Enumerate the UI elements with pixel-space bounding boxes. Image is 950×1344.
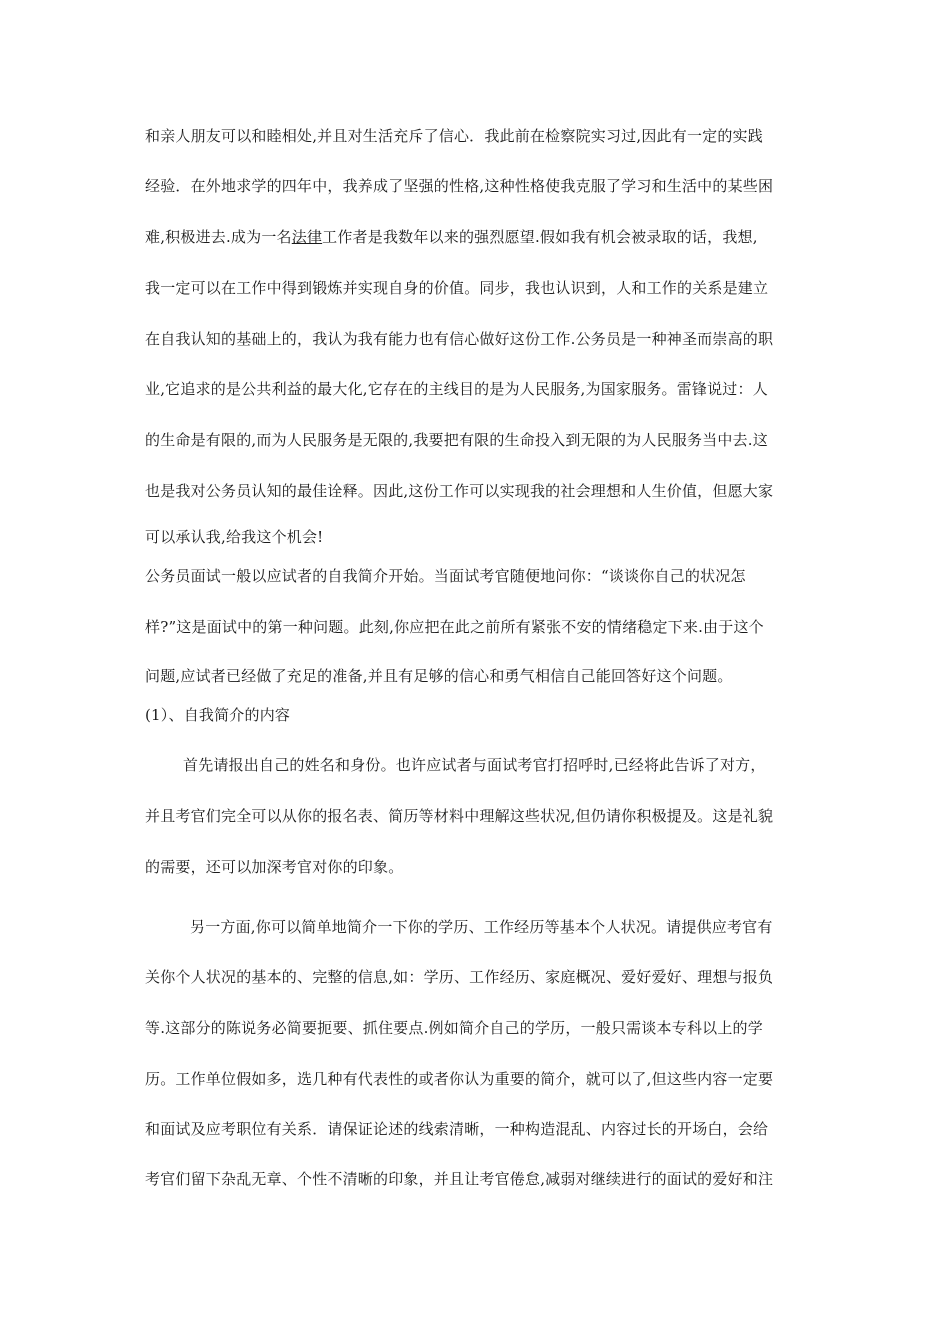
paragraph-line: 和亲人朋友可以和睦相处,并且对生活充斥了信心．我此前在检察院实习过,因此有一定的实践 [145,127,763,145]
paragraph-line: 公务员面试一般以应试者的自我简介开始。当面试考官随便地问你：“谈谈你自己的状况怎 [145,567,746,585]
paragraph-line: 另一方面,你可以简单地简介一下你的学历、工作经历等基本个人状况。请提供应考官有 [190,918,773,936]
paragraph-line: 考官们留下杂乱无章、个性不清晰的印象，并且让考官倦怠,减弱对继续进行的面试的爱好和注 [145,1170,774,1188]
paragraph-line: 的需要，还可以加深考官对你的印象。 [145,858,404,876]
paragraph-line: 等.这部分的陈说务必简要扼要、抓住要点.例如简介自己的学历，一般只需谈本专科以上的学 [145,1019,763,1037]
paragraph-line: 业,它追求的是公共利益的最大化,它存在的主线目的是为人民服务,为国家服务。雷锋说过：人 [145,380,768,398]
paragraph-line: 我一定可以在工作中得到锻炼并实现自身的价值。同步，我也认识到，人和工作的关系是建立 [145,279,769,297]
paragraph-line: 可以承认我,给我这个机会! [145,528,324,546]
paragraph-line: 经验．在外地求学的四年中，我养成了坚强的性格,这种性格使我克服了学习和生活中的某些困 [145,177,774,195]
paragraph-line: 在自我认知的基础上的，我认为我有能力也有信心做好这份工作.公务员是一种神圣而崇高的职 [145,330,774,348]
paragraph-line: 样?”这是面试中的第一种问题。此刻,你应把在此之前所有紧张不安的情绪稳定下来.由于这个 [145,618,764,636]
paragraph-line: 也是我对公务员认知的最佳诠释。因此,这份工作可以实现我的社会理想和人生价值，但愿大家 [145,482,774,500]
paragraph-line: 问题,应试者已经做了充足的准备,并且有足够的信心和勇气相信自己能回答好这个问题。 [145,667,733,685]
paragraph-line: 历。工作单位假如多，选几种有代表性的或者你认为重要的简介，就可以了,但这些内容一定要 [145,1070,774,1088]
paragraph-text: 工作者是我数年以来的强烈愿望.假如我有机会被录取的话，我想, [322,228,758,246]
paragraph-line: 关你个人状况的基本的、完整的信息,如：学历、工作经历、家庭概况、爱好爱好、理想与报负 [145,968,774,986]
section-heading: (1）、自我简介的内容 [145,706,291,724]
paragraph-line: 首先请报出自己的姓名和身份。也许应试者与面试考官打招呼时,已经将此告诉了对方， [183,756,766,774]
underlined-term: 法律 [291,228,323,246]
paragraph-line: 和面试及应考职位有关系．请保证论述的线索清晰，一种构造混乱、内容过长的开场白，会给 [145,1120,769,1138]
paragraph-line [145,228,810,246]
paragraph-text: 难,积极进去.成为一名 [145,228,292,246]
paragraph-line: 并且考官们完全可以从你的报名表、简历等材料中理解这些状况,但仍请你积极提及。这是礼貌 [145,807,774,825]
paragraph-line: 的生命是有限的,而为人民服务是无限的,我要把有限的生命投入到无限的为人民服务当中去.这 [145,431,768,449]
